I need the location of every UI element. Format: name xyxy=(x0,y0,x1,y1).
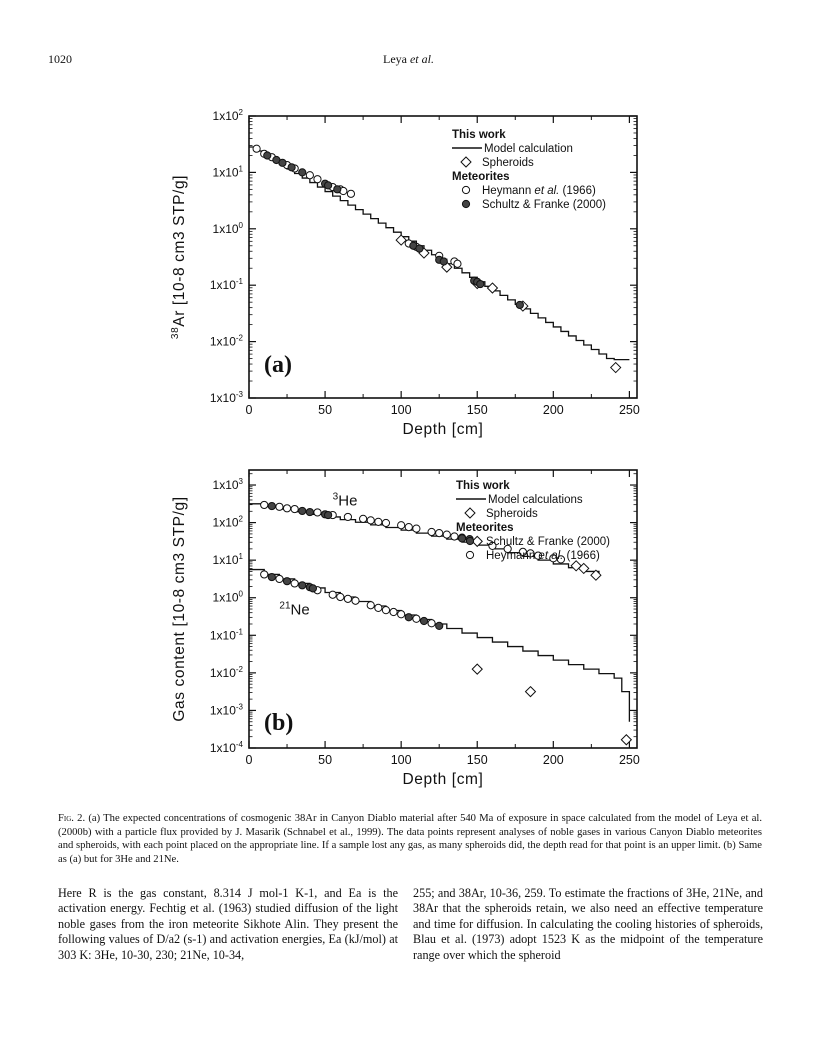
open-circle-data-point xyxy=(390,608,397,615)
open-circle-data-point xyxy=(261,571,268,578)
y-tick-label: $1x10^3$ xyxy=(212,477,243,493)
y-axis-label: $^{38}$Ar [10-8 cm3 STP/g] xyxy=(170,174,188,340)
legend-spheroid-label: Spheroids xyxy=(482,157,534,169)
filled-circle-data-point xyxy=(440,258,447,265)
filled-circle-data-point xyxy=(309,585,316,592)
filled-circle-data-point xyxy=(306,508,313,515)
legend-schultz-label: Schultz & Franke (2000) xyxy=(486,536,611,548)
open-circle-data-point xyxy=(276,575,283,582)
diamond-data-point xyxy=(487,283,497,293)
filled-circle-data-point xyxy=(334,186,341,193)
open-circle-data-point xyxy=(261,501,268,508)
y-tick-label: $1x10^1$ xyxy=(212,552,243,568)
open-circle-data-point xyxy=(253,145,260,152)
panel-label: (a) xyxy=(264,352,292,378)
y-tick-label: $1x10^2$ xyxy=(212,514,243,530)
legend-header-this-work: This work xyxy=(452,129,506,141)
x-tick-label: 100 xyxy=(390,403,412,417)
x-tick-label: 250 xyxy=(618,403,640,417)
filled-circle-data-point xyxy=(477,280,484,287)
filled-circle-data-point xyxy=(436,622,443,629)
body-text-right-column: 255; and 38Ar, 10-36, 259. To estimate the fractions of 3He, 21Ne, and 38Ar that the spheroids retain, we also need an effective temperature and time for diffusion. In calculating the cooling histories of spheroids, Blau et al. (1973) adopt 1523 K as the midpoint of the temperature range over which the spheroid xyxy=(413,886,763,962)
open-circle-data-point xyxy=(413,615,420,622)
legend-header-meteorites: Meteorites xyxy=(456,522,514,534)
filled-circle-data-point xyxy=(325,182,332,189)
open-circle-data-point xyxy=(405,524,412,531)
open-circle-data-point xyxy=(314,176,321,183)
x-tick-label: 0 xyxy=(245,753,253,767)
filled-circle-data-point xyxy=(516,301,523,308)
filled-circle-data-point xyxy=(299,507,306,514)
x-tick-label: 150 xyxy=(466,753,488,767)
open-circle-data-point xyxy=(283,505,290,512)
filled-circle-data-point xyxy=(279,159,286,166)
open-circle-data-point xyxy=(360,515,367,522)
panel-label: (b) xyxy=(264,710,294,736)
diamond-data-point xyxy=(611,363,621,373)
filled-circle-data-point xyxy=(299,169,306,176)
open-circle-data-point xyxy=(436,530,443,537)
figure-panel-b xyxy=(0,460,817,808)
legend-open-circle-swatch xyxy=(462,186,469,193)
filled-circle-data-point xyxy=(283,578,290,585)
filled-circle-data-point xyxy=(420,617,427,624)
legend-schultz-label: Schultz & Franke (2000) xyxy=(482,199,607,211)
x-axis-label: Depth [cm] xyxy=(402,771,484,788)
open-circle-data-point xyxy=(329,591,336,598)
y-tick-label: $1x10^{-3}$ xyxy=(209,390,243,405)
legend-open-circle-swatch xyxy=(466,551,473,558)
y-tick-label: $1x10^0$ xyxy=(212,220,243,236)
open-circle-data-point xyxy=(314,509,321,516)
open-circle-data-point xyxy=(344,595,351,602)
filled-circle-data-point xyxy=(416,245,423,252)
model-step-line xyxy=(249,570,629,722)
open-circle-data-point xyxy=(454,260,461,267)
y-tick-label: $1x10^0$ xyxy=(212,589,243,605)
open-circle-data-point xyxy=(398,611,405,618)
open-circle-data-point xyxy=(375,518,382,525)
open-circle-data-point xyxy=(344,513,351,520)
open-circle-data-point xyxy=(413,525,420,532)
filled-circle-data-point xyxy=(299,582,306,589)
x-tick-label: 150 xyxy=(466,403,488,417)
filled-circle-data-point xyxy=(405,614,412,621)
y-tick-label: $1x10^{-3}$ xyxy=(209,702,243,718)
open-circle-data-point xyxy=(375,604,382,611)
x-tick-label: 200 xyxy=(542,753,564,767)
x-tick-label: 200 xyxy=(542,403,564,417)
legend-heymann-label: Heymann et al. (1966) xyxy=(486,550,600,562)
x-axis-label: Depth [cm] xyxy=(402,421,484,438)
open-circle-data-point xyxy=(352,597,359,604)
y-tick-label: $1x10^1$ xyxy=(212,164,243,180)
x-tick-label: 250 xyxy=(618,753,640,767)
figure-panel-a xyxy=(0,90,817,450)
legend-header-meteorites: Meteorites xyxy=(452,171,510,183)
diamond-data-point xyxy=(472,664,482,674)
y-tick-label: $1x10^{-1}$ xyxy=(209,627,243,643)
open-circle-data-point xyxy=(428,620,435,627)
open-circle-data-point xyxy=(367,517,374,524)
open-circle-data-point xyxy=(398,522,405,529)
y-tick-label: $1x10^{-2}$ xyxy=(209,664,243,680)
open-circle-data-point xyxy=(382,607,389,614)
x-tick-label: 50 xyxy=(318,403,333,417)
filled-circle-data-point xyxy=(325,511,332,518)
legend-diamond-swatch xyxy=(461,157,471,167)
x-tick-label: 50 xyxy=(318,753,333,767)
figure-caption xyxy=(58,812,762,866)
legend-model-label: Model calculations xyxy=(488,494,583,506)
body-text-left-column: Here R is the gas constant, 8.314 J mol-1 K-1, and Ea is the activation energy. Fechtig et al. (1963) studied diffusion of the light noble gases from the iron meteorite Sikhote Alin. They present the following values of D/a2 (s-1) and activation energies, Ea (kJ/mol) at 303 K: 3He, 10-30, 230; 21Ne, 10-34, xyxy=(58,886,398,962)
page-number: 1020 xyxy=(48,52,72,66)
running-head-etal: et al. xyxy=(409,52,434,66)
filled-circle-data-point xyxy=(458,535,465,542)
legend-header-this-work: This work xyxy=(456,480,510,492)
caption-text: (a) The expected concentrations of cosmogenic 38Ar in Canyon Diablo material after 540 Ma of exposure in space calculated from the model of Leya et al. (2000b) with a particle flux provided by J. Masarik (Schnabel et al., 1999). The data points represent analyses of noble gases in various Canyon Diablo meteorites and spheroids, with each point placed on the appropriate line. If a sample lost any gas, as many spheroids did, the depth read for that point is an upper limit. (b) Same as (a) but for 3He and 21Ne. xyxy=(58,813,762,865)
caption-label: Fig. 2. xyxy=(58,813,86,824)
open-circle-data-point xyxy=(367,602,374,609)
open-circle-data-point xyxy=(443,531,450,538)
running-head-author: Leya xyxy=(383,52,410,66)
legend-diamond-swatch xyxy=(465,508,475,518)
y-tick-label: $1x10^{-4}$ xyxy=(209,740,243,755)
filled-circle-data-point xyxy=(268,502,275,509)
x-tick-label: 0 xyxy=(245,403,253,417)
diamond-data-point xyxy=(525,687,535,697)
filled-circle-data-point xyxy=(268,573,275,580)
legend-heymann-label: Heymann et al. (1966) xyxy=(482,185,596,197)
open-circle-data-point xyxy=(291,580,298,587)
filled-circle-data-point xyxy=(288,164,295,171)
y-tick-label: $1x10^{-2}$ xyxy=(209,333,243,349)
x-tick-label: 100 xyxy=(390,753,412,767)
legend-spheroid-label: Spheroids xyxy=(486,508,538,520)
legend-filled-circle-swatch xyxy=(462,200,469,207)
legend-filled-circle-swatch xyxy=(466,537,473,544)
legend-model-label: Model calculation xyxy=(484,143,573,155)
y-tick-label: $1x10^{-1}$ xyxy=(209,277,243,293)
open-circle-data-point xyxy=(306,172,313,179)
open-circle-data-point xyxy=(347,190,354,197)
running-head xyxy=(0,52,817,67)
curve-label: $^{21}$Ne xyxy=(279,600,310,619)
filled-circle-data-point xyxy=(264,152,271,159)
open-circle-data-point xyxy=(337,593,344,600)
y-axis-label: Gas content [10-8 cm3 STP/g] xyxy=(171,496,188,722)
open-circle-data-point xyxy=(382,519,389,526)
open-circle-data-point xyxy=(276,503,283,510)
y-tick-label: $1x10^2$ xyxy=(212,108,243,123)
open-circle-data-point xyxy=(291,505,298,512)
open-circle-data-point xyxy=(428,528,435,535)
curve-label: $^3$He xyxy=(332,491,358,510)
